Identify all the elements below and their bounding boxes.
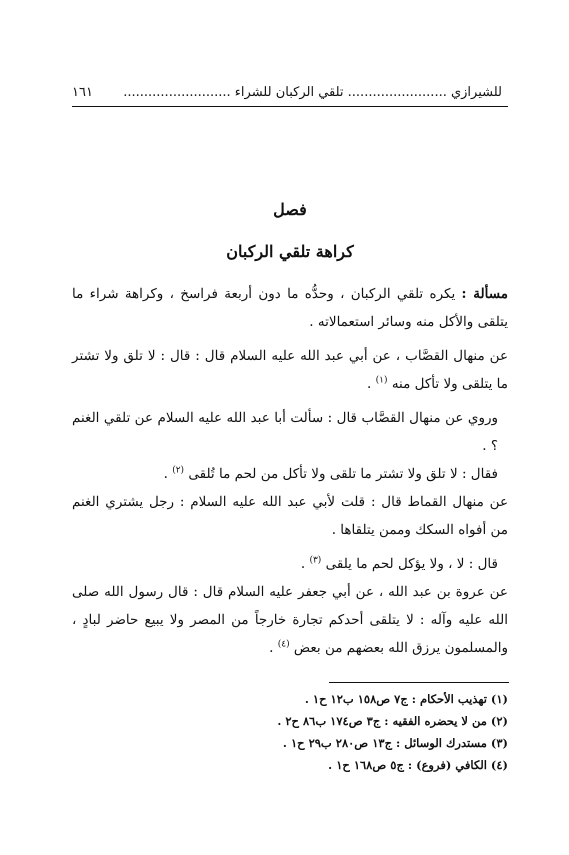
paragraph-text: عن منهال القماط قال : قلت لأبي عبد الله عليه السلام : رجل يشتري الغنم من أفواه السكك وممن يتلقاها . xyxy=(72,494,508,538)
footnote-1: (١) تهذيب الأحكام : ج٧ ص١٥٨ ب١٢ ح١ . xyxy=(304,692,508,706)
paragraph-text: عن عروة بن عبد الله ، عن أبي جعفر عليه السلام قال : قال رسول الله صلى الله عليه وآله : لا يتلقى أحدكم تجارة خارجاً من المصر ولا يبيع حاضر لبادٍ ، والمسلمون يرزق الله بعضهم من بعض xyxy=(72,584,508,656)
paragraph-lead: مسألة : xyxy=(461,286,508,302)
footnote-4: (٤) الكافي (فروع) : ج٥ ص١٦٨ ح١ . xyxy=(328,758,508,772)
footnote-2: (٢) من لا يحضره الفقيه : ج٣ ص١٧٤ ب٨٦ ح٢ . xyxy=(277,714,508,728)
footnote-divider xyxy=(329,682,509,683)
paragraph-end: . xyxy=(163,466,173,482)
header-divider xyxy=(72,106,508,107)
section-title: فصل xyxy=(273,200,307,219)
running-head xyxy=(72,84,502,102)
paragraph-text: وروي عن منهال القصَّاب قال : سألت أبا عبد الله عليه السلام عن تلقي الغنم ؟ . xyxy=(72,410,498,454)
paragraph-narration-5 xyxy=(72,550,508,578)
page-number: ١٦١ xyxy=(72,85,93,100)
paragraph-narration-3 xyxy=(72,460,508,488)
paragraph-text: عن منهال القصَّاب ، عن أبي عبد الله عليه السلام قال : قال : لا تلق ولا تشتر ما يتلقى ولا تأكل منه xyxy=(72,348,508,392)
paragraph-masala xyxy=(72,280,508,336)
footnote-ref-3[interactable]: (٣) xyxy=(309,555,322,566)
running-head-title: للشيرازي ........................ تلقي الركبان للشراء .......................... xyxy=(123,85,502,100)
footnotes xyxy=(72,688,508,776)
paragraph-end: . xyxy=(300,556,310,572)
body-text xyxy=(72,280,508,662)
footnote-ref-4[interactable]: (٤) xyxy=(277,639,290,650)
chapter-title: كراهة تلقي الركبان xyxy=(226,242,354,261)
paragraph-text: فقال : لا تلق ولا تشتر ما تلقى ولا تأكل من لحم ما تُلقى xyxy=(188,466,498,482)
paragraph-text: قال : لا ، ولا يؤكل لحم ما يلقى xyxy=(325,556,498,572)
paragraph-narration-4 xyxy=(72,488,508,544)
footnote-3: (٣) مستدرك الوسائل : ج١٣ ص٢٨٠ ب٢٩ ح١ . xyxy=(282,736,508,750)
paragraph-narration-1 xyxy=(72,342,508,398)
footnote-ref-2[interactable]: (٢) xyxy=(172,465,185,476)
paragraph-end: . xyxy=(367,376,376,392)
footnote-ref-1[interactable]: (١) xyxy=(375,375,388,386)
paragraph-end: . xyxy=(269,640,278,656)
paragraph-narration-6 xyxy=(72,578,508,662)
paragraph-text: يكره تلقي الركبان ، وحدُّه ما دون أربعة فراسخ ، وكراهة شراء ما يتلقى والأكل منه وسائر استعمالاته . xyxy=(72,286,508,330)
paragraph-narration-2 xyxy=(72,404,508,460)
